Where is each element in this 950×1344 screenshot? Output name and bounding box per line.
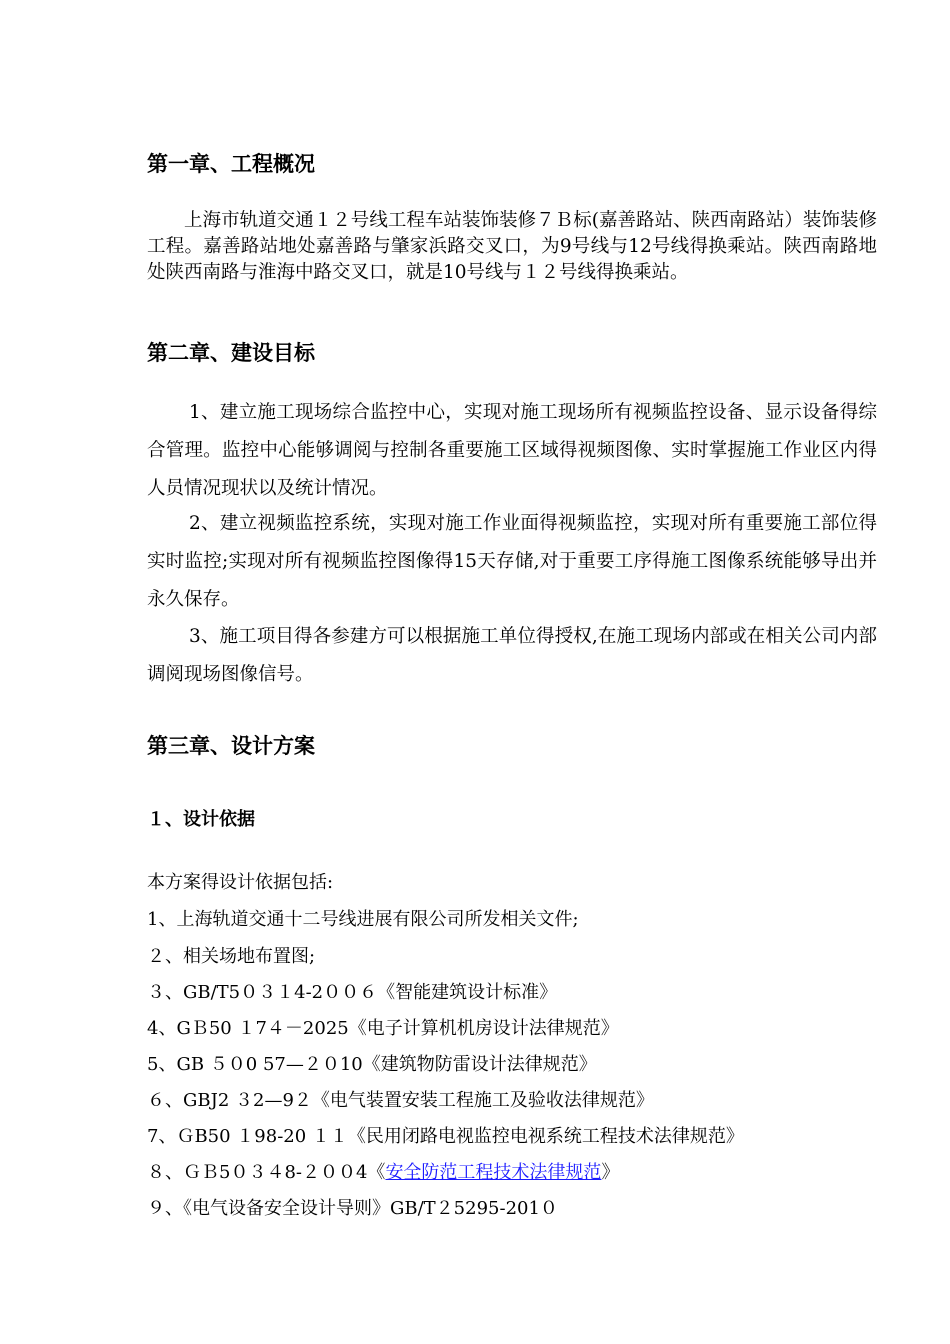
reference-item-3: ３、GB/T5０３１4-2００６《智能建筑设计标准》 bbox=[147, 982, 558, 1003]
section-design-basis-heading: １、设计依据 bbox=[147, 809, 255, 830]
design-basis-intro: 本方案得设计依据包括: bbox=[147, 872, 334, 893]
reference-item-8-prefix: ８、ＧＢ5０３４8-２００4《 bbox=[147, 1162, 386, 1183]
goal-item-2: 2、建立视频监控系统，实现对施工作业面得视频监控，实现对所有重要施工部位得实时监控;实现对所有视频监控图像得15天存储,对于重要工序得施工图像系统能够导出并永久保存。 bbox=[147, 513, 877, 610]
chapter-1-paragraph: 上海市轨道交通１２号线工程车站装饰装修７Ｂ标(嘉善路站、陕西南路站）装饰装修工程。嘉善路站地处嘉善路与肇家浜路交叉口，为9号线与12号线得换乘站。陕西南路地处陕西南路与淮海中路交叉口，就是10号线与１２号线得换乘站。 bbox=[147, 210, 877, 283]
reference-item-2: ２、相关场地布置图; bbox=[147, 946, 316, 967]
goal-item-1: 1、建立施工现场综合监控中心，实现对施工现场所有视频监控设备、显示设备得综合管理。监控中心能够调阅与控制各重要施工区域得视频图像、实时掌握施工作业区内得人员情况现状以及统计情况。 bbox=[147, 402, 877, 499]
reference-item-9: ９、《电气设备安全设计导则》GB/T２5295-201０ bbox=[147, 1198, 558, 1219]
reference-item-7: 7、ＧB50 １98-20 １１《民用闭路电视监控电视系统工程技术法律规范》 bbox=[147, 1126, 744, 1147]
goal-item-3: 3、施工项目得各参建方可以根据施工单位得授权,在施工现场内部或在相关公司内部调阅现场图像信号。 bbox=[147, 626, 877, 685]
reference-item-5: 5、GB ５０0 57—２０10《建筑物防雷设计法律规范》 bbox=[147, 1054, 597, 1075]
reference-item-1: 1、上海轨道交通十二号线进展有限公司所发相关文件; bbox=[147, 909, 579, 930]
chapter-3-heading: 第三章、设计方案 bbox=[147, 733, 315, 758]
reference-item-8-suffix: 》 bbox=[601, 1162, 620, 1183]
security-standard-link[interactable]: 安全防范工程技术法律规范 bbox=[385, 1162, 602, 1183]
reference-item-6: ６、GBJ2 ３2—9２《电气装置安装工程施工及验收法律规范》 bbox=[147, 1090, 654, 1111]
chapter-1-heading: 第一章、工程概况 bbox=[147, 151, 315, 176]
reference-item-8 bbox=[147, 1158, 619, 1184]
chapter-2-heading: 第二章、建设目标 bbox=[147, 340, 315, 365]
reference-item-4: 4、GＢ50 １7４－2025《电子计算机机房设计法律规范》 bbox=[147, 1018, 619, 1039]
